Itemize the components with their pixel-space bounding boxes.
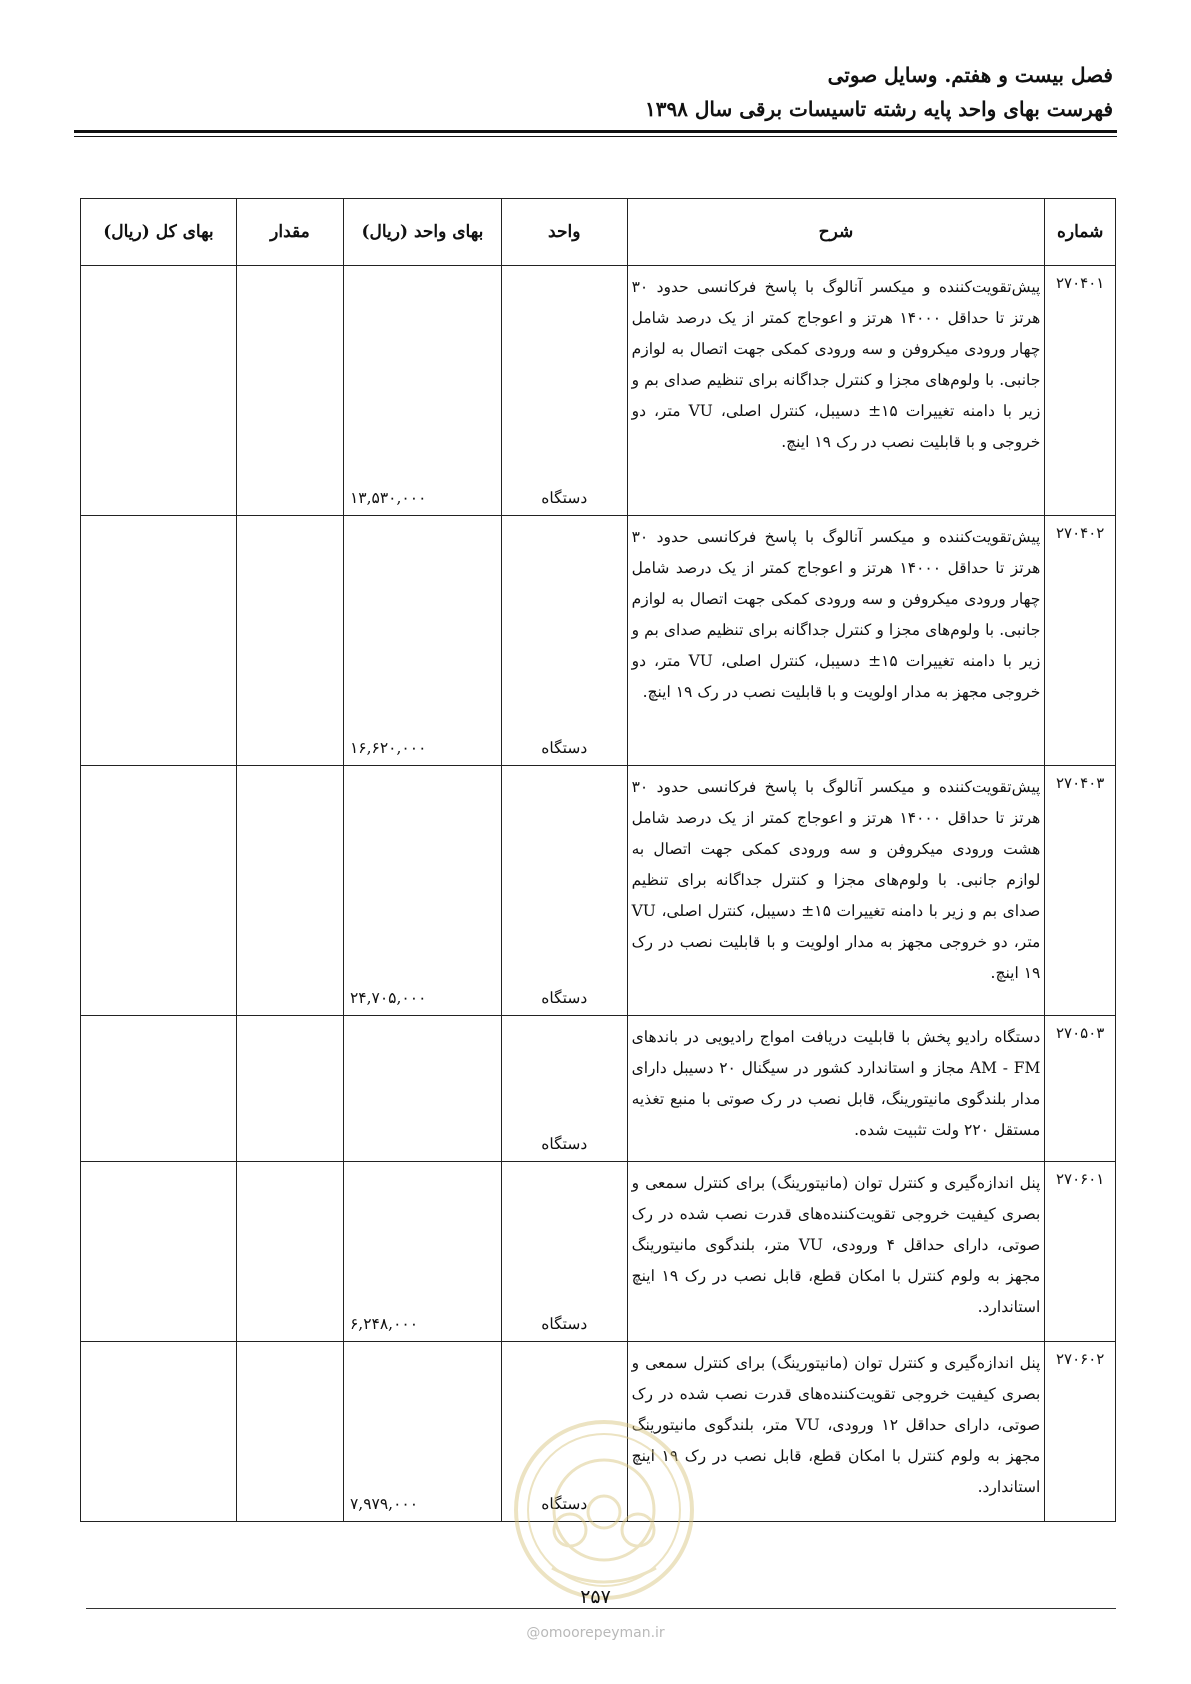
item-unit: دستگاه [501, 266, 627, 516]
document-title: فهرست بهای واحد پایه رشته تاسیسات برقی سال ۱۳۹۸ [644, 97, 1113, 121]
item-unit-price: ۱۶,۶۲۰,۰۰۰ [343, 516, 501, 766]
column-header-unit: واحد [501, 199, 627, 266]
item-unit-price: ۷,۹۷۹,۰۰۰ [343, 1342, 501, 1522]
table-header-row [81, 199, 1116, 266]
item-unit: دستگاه [501, 766, 627, 1016]
item-description: پنل اندازه‌گیری و کنترل توان (مانیتورینگ) برای کنترل سمعی و بصری کیفیت خروجی تقویت‌کننده‌های قدرت نصب شده در رک صوتی، دارای حداقل ۱۲ ورودی، VU متر، بلندگوی مانیتورینگ مجهز به ولوم کنترل با امکان قطع، قابل نصب در رک ۱۹ اینچ استاندارد. [627, 1342, 1045, 1522]
item-unit-price [343, 1016, 501, 1162]
item-quantity [236, 766, 343, 1016]
page-number: ۲۵۷ [580, 1586, 611, 1608]
table-row [81, 1162, 1116, 1342]
table-row [81, 766, 1116, 1016]
footer-rule [86, 1608, 1116, 1609]
column-header-total-price: بهای کل (ریال) [81, 199, 237, 266]
item-total-price [81, 1342, 237, 1522]
chapter-title: فصل بیست و هفتم. وسایل صوتی [827, 63, 1113, 87]
item-unit-price: ۶,۲۴۸,۰۰۰ [343, 1162, 501, 1342]
header-rule-thin [74, 136, 1117, 137]
item-description: دستگاه رادیو پخش با قابلیت دریافت امواج رادیویی در باندهای AM - FM مجاز و استاندارد کشور در سیگنال ۲۰ دسیبل دارای مدار بلندگوی مانیتورینگ، قابل نصب در رک صوتی با منبع تغذیه مستقل ۲۲۰ ولت تثبیت شده. [627, 1016, 1045, 1162]
item-number: ۲۷۰۵۰۳ [1045, 1016, 1116, 1162]
item-total-price [81, 516, 237, 766]
item-number: ۲۷۰۴۰۲ [1045, 516, 1116, 766]
page-header [645, 58, 1113, 126]
column-header-description: شرح [627, 199, 1045, 266]
item-unit-price: ۱۳,۵۳۰,۰۰۰ [343, 266, 501, 516]
item-total-price [81, 1016, 237, 1162]
table-row [81, 266, 1116, 516]
item-quantity [236, 1016, 343, 1162]
item-unit: دستگاه [501, 1162, 627, 1342]
table-row [81, 1016, 1116, 1162]
site-watermark: @omoorepeyman.ir [526, 1625, 665, 1641]
item-quantity [236, 1342, 343, 1522]
column-header-quantity: مقدار [236, 199, 343, 266]
seal-watermark-icon [512, 1418, 696, 1602]
item-unit: دستگاه [501, 516, 627, 766]
item-unit: دستگاه [501, 1342, 627, 1522]
item-quantity [236, 1162, 343, 1342]
item-quantity [236, 266, 343, 516]
table-row [81, 516, 1116, 766]
item-total-price [81, 266, 237, 516]
item-total-price [81, 766, 237, 1016]
item-quantity [236, 516, 343, 766]
header-rule-thick [74, 130, 1117, 133]
item-description: پنل اندازه‌گیری و کنترل توان (مانیتورینگ) برای کنترل سمعی و بصری کیفیت خروجی تقویت‌کننده‌های قدرت نصب شده در رک صوتی، دارای حداقل ۴ ورودی، VU متر، بلندگوی مانیتورینگ مجهز به ولوم کنترل با امکان قطع، قابل نصب در رک ۱۹ اینچ استاندارد. [627, 1162, 1045, 1342]
item-number: ۲۷۰۶۰۲ [1045, 1342, 1116, 1522]
item-unit-price: ۲۴,۷۰۵,۰۰۰ [343, 766, 501, 1016]
item-description: پیش‌تقویت‌کننده و میکسر آنالوگ با پاسخ فرکانسی حدود ۳۰ هرتز تا حداقل ۱۴۰۰۰ هرتز و اعوجاج کمتر از یک درصد شامل هشت ورودی میکروفن و سه ورودی کمکی جهت اتصال به لوازم جانبی. با ولوم‌های مجزا و کنترل جداگانه برای تنظیم صدای بم و زیر با دامنه تغییرات ۱۵± دسیبل، کنترل اصلی، VU متر، دو خروجی مجهز به مدار اولویت و با قابلیت نصب در رک ۱۹ اینچ. [627, 766, 1045, 1016]
item-description: پیش‌تقویت‌کننده و میکسر آنالوگ با پاسخ فرکانسی حدود ۳۰ هرتز تا حداقل ۱۴۰۰۰ هرتز و اعوجاج کمتر از یک درصد شامل چهار ورودی میکروفن و سه ورودی کمکی جهت اتصال به لوازم جانبی. با ولوم‌های مجزا و کنترل جداگانه برای تنظیم صدای بم و زیر با دامنه تغییرات ۱۵± دسیبل، کنترل اصلی، VU متر، دو خروجی مجهز به مدار اولویت و با قابلیت نصب در رک ۱۹ اینچ. [627, 516, 1045, 766]
column-header-unit-price: بهای واحد (ریال) [343, 199, 501, 266]
item-number: ۲۷۰۴۰۱ [1045, 266, 1116, 516]
item-total-price [81, 1162, 237, 1342]
item-description: پیش‌تقویت‌کننده و میکسر آنالوگ با پاسخ فرکانسی حدود ۳۰ هرتز تا حداقل ۱۴۰۰۰ هرتز و اعوجاج کمتر از یک درصد شامل چهار ورودی میکروفن و سه ورودی کمکی جهت اتصال به لوازم جانبی. با ولوم‌های مجزا و کنترل جداگانه برای تنظیم صدای بم و زیر با دامنه تغییرات ۱۵± دسیبل، کنترل اصلی، VU متر، دو خروجی و با قابلیت نصب در رک ۱۹ اینچ. [627, 266, 1045, 516]
column-header-number: شماره [1045, 199, 1116, 266]
item-unit: دستگاه [501, 1016, 627, 1162]
price-list-table [80, 198, 1116, 1522]
item-number: ۲۷۰۶۰۱ [1045, 1162, 1116, 1342]
item-number: ۲۷۰۴۰۳ [1045, 766, 1116, 1016]
